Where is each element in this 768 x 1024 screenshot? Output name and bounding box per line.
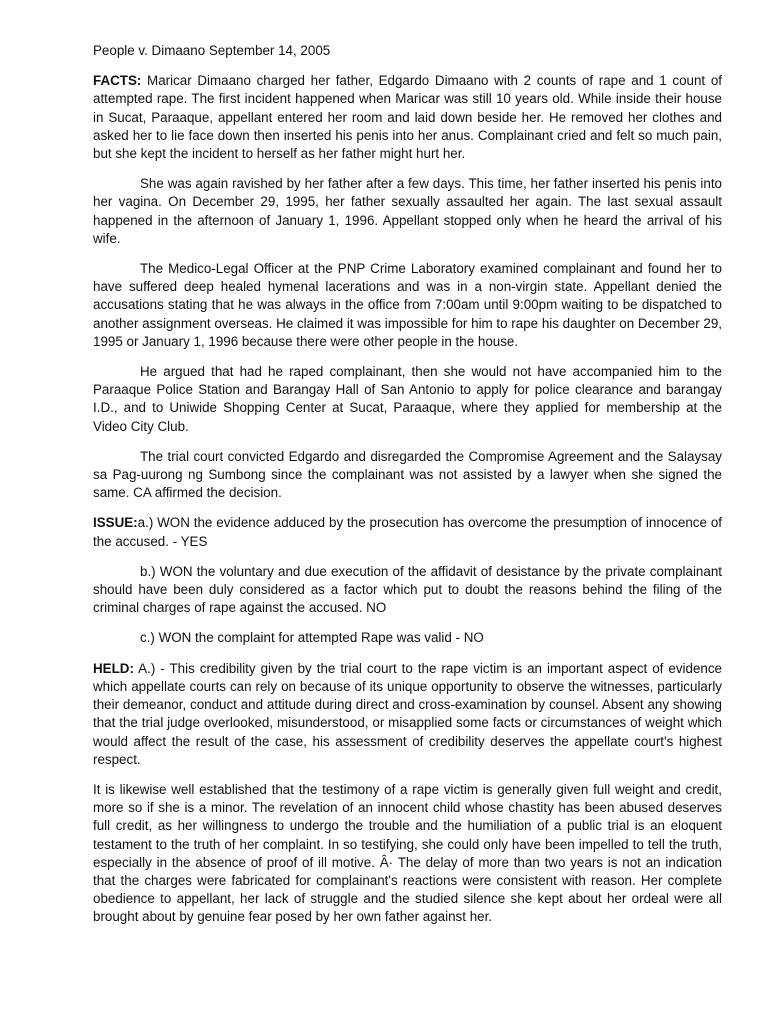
- facts-paragraph-4: He argued that had he raped complainant, then she would not have accompanied him to the Paraaque Police Station and Barangay Hall of San Antonio to apply for police clearance and barangay I.D., and to Uniwide Shopping Center at Sucat, Paraaque, where they applied for membership at the Video City Club.: [93, 364, 722, 434]
- facts-paragraph-2: She was again ravished by her father after a few days. This time, her father inserted his penis into her vagina. On December 29, 1995, her father sexually assaulted her again. The last sexual assault happened in the afternoon of January 1, 1996. Appellant stopped only when he heard the arrival of his wife.: [93, 176, 722, 246]
- facts-label: FACTS:: [93, 73, 142, 89]
- issue-c: c.) WON the complaint for attempted Rape was valid - NO: [140, 630, 484, 646]
- issue-a-text: a.) WON the evidence adduced by the prosecution has overcome the presumption of innocence of the accused. - YES: [93, 515, 722, 549]
- held-text-1: A.) - This credibility given by the trial court to the rape victim is an important aspect of evidence which appellate courts can rely on because of its unique opportunity to observe the witnesses, particularly their demeanor, conduct and attitude during direct and cross-examination by counsel. Absent any showing that the trial judge overlooked, misunderstood, or misapplied some facts or circumstances of weight which would affect the result of the case, his assessment of credibility deserves the appellate court's highest respect.: [93, 660, 722, 767]
- issue-b: b.) WON the voluntary and due execution of the affidavit of desistance by the private complainant should have been duly considered as a factor which put to doubt the reasons behind the filing of the criminal charges of rape against the accused. NO: [93, 563, 722, 616]
- case-title: People v. Dimaano September 14, 2005: [93, 43, 331, 58]
- held-label: HELD:: [93, 660, 134, 676]
- issue-label: ISSUE:: [93, 515, 138, 531]
- facts-paragraph-3: The Medico-Legal Officer at the PNP Crime Laboratory examined complainant and found her to have suffered deep healed hymenal lacerations and was in a non-virgin state. Appellant denied the accusations stating that he was always in the office from 7:00am until 9:00pm waiting to be dispatched to another assignment overseas. He claimed it was impossible for him to rape his daughter on December 29, 1995 or January 1, 1996 because there were other people in the house.: [93, 261, 722, 349]
- held-paragraph-2: It is likewise well established that the testimony of a rape victim is generally given full weight and credit, more so if she is a minor. The revelation of an innocent child whose chastity has been abused deserves full credit, as her willingness to undergo the trouble and the humiliation of a public trial is an eloquent testament to the truth of her complaint. In so testifying, she could only have been impelled to tell the truth, especially in the absence of proof of ill motive. Â· The delay of more than two years is not an indication that the charges were fabricated for complainant's reactions were consistent with reason. Her complete obedience to appellant, her lack of struggle and the studied silence she kept about her ordeal were all brought about by genuine fear posed by her own father against her.: [93, 781, 722, 925]
- facts-text-1: Maricar Dimaano charged her father, Edgardo Dimaano with 2 counts of rape and 1 count of attempted rape. The first incident happened when Maricar was still 10 years old. While inside their house in Sucat, Paraaque, appellant entered her room and laid down beside her. He removed her clothes and asked her to lie face down then inserted his penis into her anus. Complainant cried and felt so much pain, but she kept the incident to herself as her father might hurt her.: [93, 73, 722, 162]
- issue-a: [93, 514, 722, 550]
- document-page: [93, 42, 722, 939]
- facts-paragraph-1: [93, 72, 722, 163]
- facts-paragraph-5: The trial court convicted Edgardo and disregarded the Compromise Agreement and the Salaysay sa Pag-uurong ng Sumbong since the complainant was not assisted by a lawyer when she signed the same. CA affirmed the decision.: [93, 448, 722, 501]
- held-paragraph-1: [93, 660, 722, 769]
